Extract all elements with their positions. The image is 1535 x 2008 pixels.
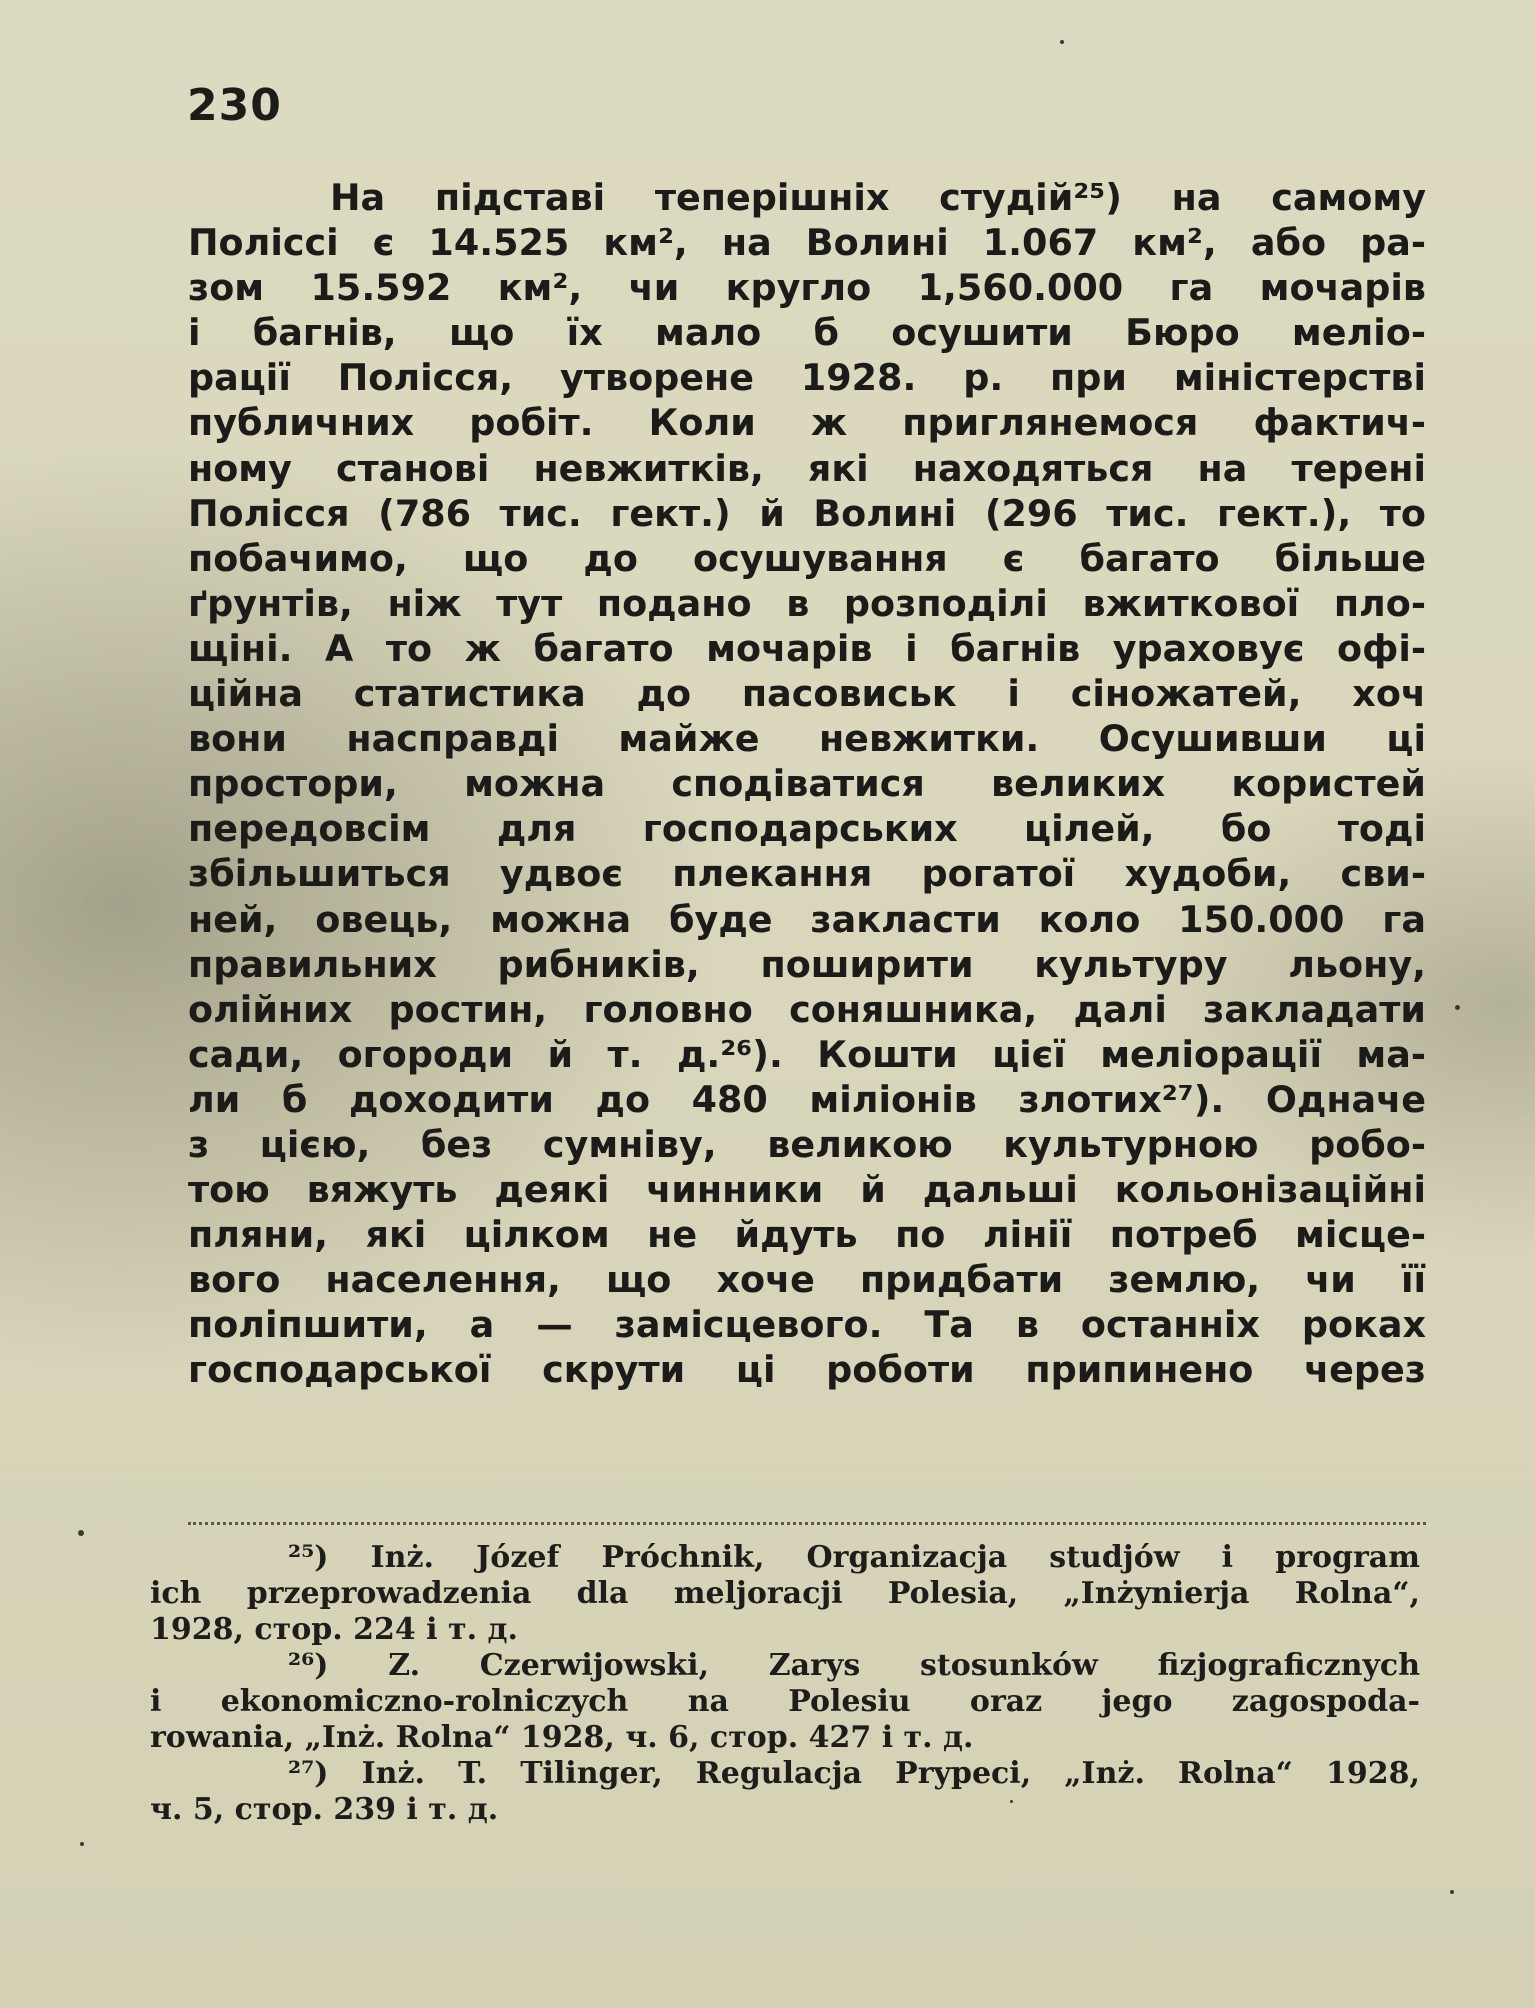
page-number: 230 xyxy=(187,80,282,131)
text-line: правильних рибників, поширити культуру льону, xyxy=(188,942,1426,986)
text-line: ли б доходити до 480 міліонів злотих²⁷). Одначе xyxy=(188,1077,1426,1121)
text-line: щіні. А то ж багато мочарів і багнів ураховує офі- xyxy=(188,626,1426,670)
text-line: ційна статистика до пасовиськ і сіножатей, хоч xyxy=(188,672,1426,716)
text-line: зом 15.592 км², чи кругло 1,560.000 га мочарів xyxy=(188,266,1426,310)
footnote-line: ²⁵) Inż. Józef Próchnik, Organizacja studjów i program xyxy=(288,1540,1420,1575)
footnote-line: ²⁶) Z. Czerwijowski, Zarys stosunków fizjograficznych xyxy=(288,1648,1420,1683)
text-line: ней, овець, можна буде закласти коло 150.000 га xyxy=(188,897,1426,941)
text-line: з цією, без сумніву, великою культурною робо- xyxy=(188,1122,1426,1166)
print-speck xyxy=(1455,1005,1460,1010)
print-speck xyxy=(80,1842,84,1846)
text-line: Полісся (786 тис. гект.) й Волині (296 тис. гект.), то xyxy=(188,491,1426,535)
text-line: рації Полісся, утворене 1928. р. при міністерстві xyxy=(188,356,1426,400)
text-line: вони насправді майже невжитки. Осушивши ці xyxy=(188,717,1426,761)
text-line: ґрунтів, ніж тут подано в розподілі вжиткової пло- xyxy=(188,581,1426,625)
print-speck xyxy=(1060,40,1064,44)
footnote-line: ч. 5, стор. 239 і т. д. xyxy=(150,1792,499,1827)
text-line: збільшиться удвоє плекання рогатої худоби, сви- xyxy=(188,852,1426,896)
footnote-27 xyxy=(150,1756,1420,1828)
print-speck xyxy=(1010,1800,1013,1803)
print-speck xyxy=(1450,1890,1454,1894)
text-line: На підставі теперішніх студій²⁵) на самому xyxy=(330,176,1426,219)
text-line: передовсім для господарських цілей, бо тоді xyxy=(188,807,1426,851)
footnote-25 xyxy=(150,1540,1420,1648)
text-line: простори, можна сподіватися великих користей xyxy=(188,762,1426,806)
print-speck xyxy=(78,1530,84,1536)
footnote-line: ich przeprowadzenia dla meljoracji Polesia, „Inżynierja Rolna“, xyxy=(150,1576,1420,1611)
footnote-26 xyxy=(150,1648,1420,1756)
text-line: пляни, які цілком не йдуть по лінії потреб місце- xyxy=(188,1213,1426,1257)
text-line: вого населення, що хоче придбати землю, чи її xyxy=(188,1258,1426,1302)
footnote-line: 1928, стор. 224 і т. д. xyxy=(150,1612,518,1647)
text-line: ному станові невжитків, які находяться на терені xyxy=(188,446,1426,490)
footnote-line: rowania, „Inż. Rolna“ 1928, ч. 6, стор. 427 і т. д. xyxy=(150,1720,974,1755)
text-line: тою вяжуть деякі чинники й дальші кольонізаційні xyxy=(188,1168,1426,1212)
footnote-line: ²⁷) Inż. T. Tilinger, Regulacja Prypeci, „Inż. Rolna“ 1928, xyxy=(288,1756,1420,1791)
text-line: поліпшити, а — замісцевого. Та в останніх роках xyxy=(188,1303,1426,1347)
text-line: і багнів, що їх мало б осушити Бюро меліо- xyxy=(188,311,1426,355)
text-line: сади, огороди й т. д.²⁶). Кошти цієї меліорації ма- xyxy=(188,1032,1426,1076)
text-line: Поліссі є 14.525 км², на Волині 1.067 км², або ра- xyxy=(188,221,1426,265)
text-line: господарської скрути ці роботи припинено через xyxy=(188,1348,1426,1392)
footnotes xyxy=(150,1540,1420,1828)
text-line: побачимо, що до осушування є багато більше xyxy=(188,536,1426,580)
footnote-line: i ekonomiczno-rolniczych na Polesiu oraz jego zagospoda- xyxy=(150,1684,1420,1719)
main-text xyxy=(188,175,1426,1393)
footnote-divider xyxy=(188,1522,1426,1525)
text-line: публичних робіт. Коли ж приглянемося фактич- xyxy=(188,401,1426,445)
text-line: олійних ростин, головно соняшника, далі закладати xyxy=(188,987,1426,1031)
